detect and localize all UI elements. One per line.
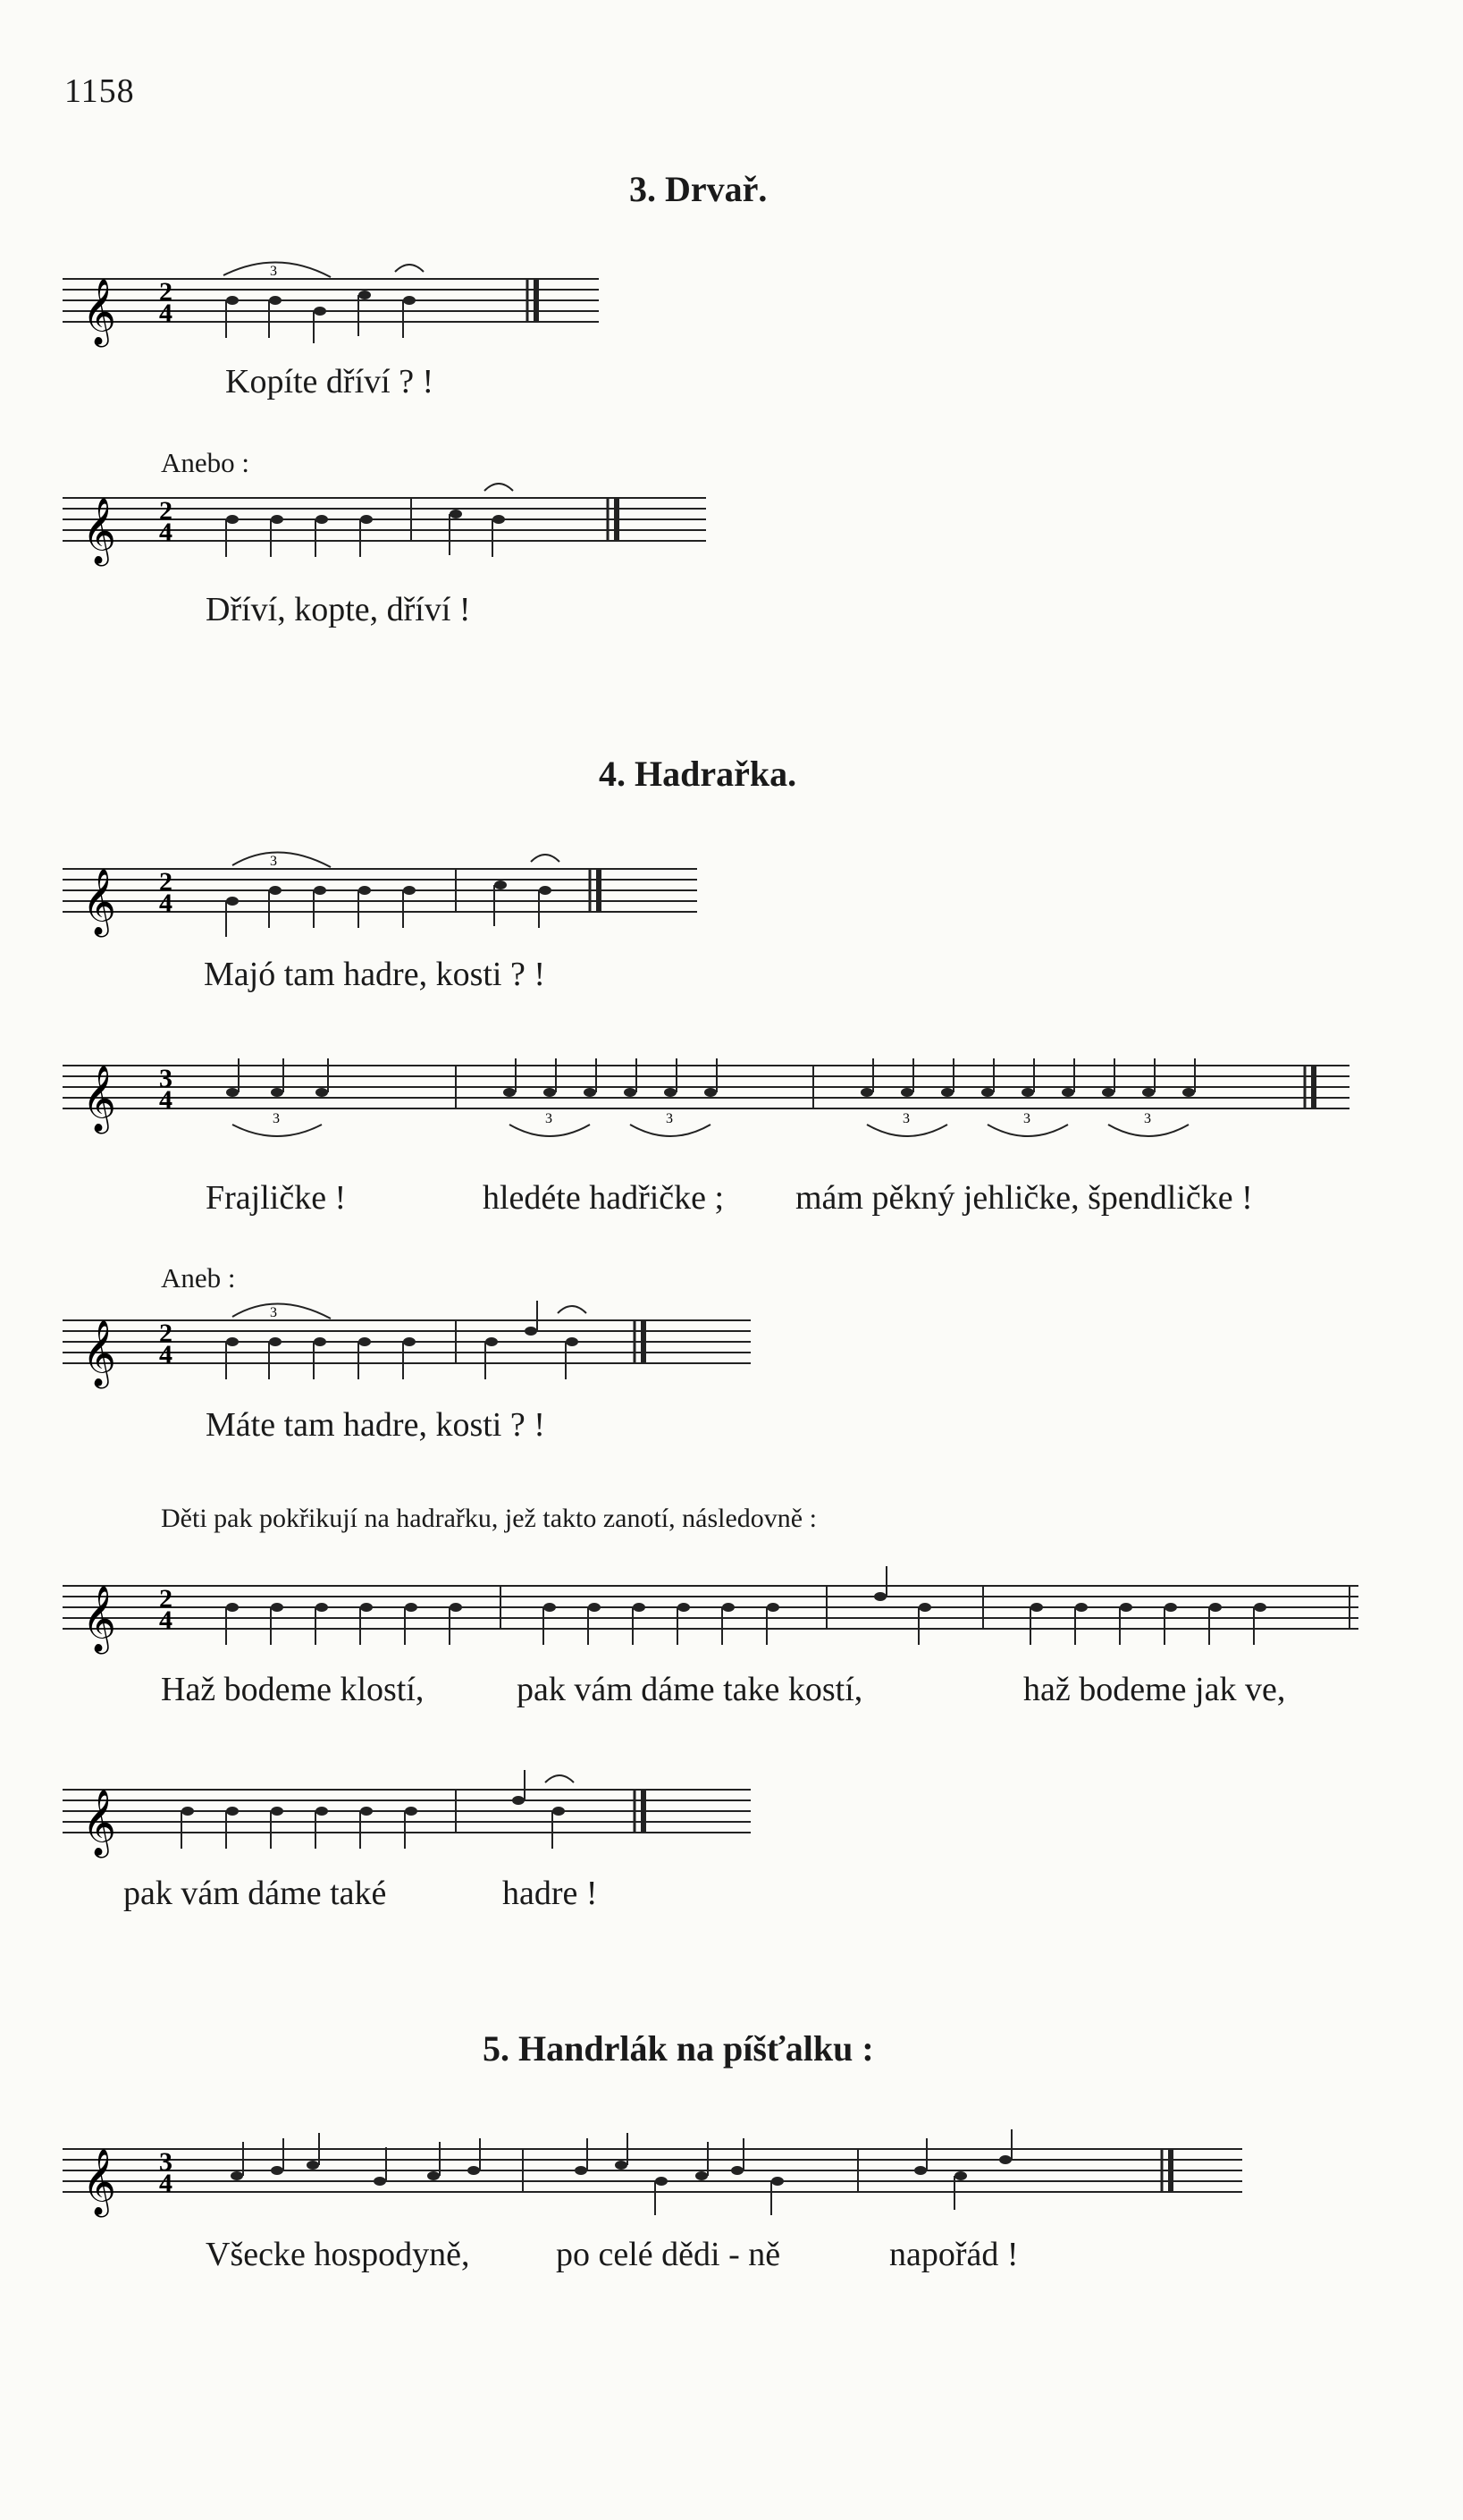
section-heading-handrlak: 5. Handrlák na píšťalku :: [483, 2028, 874, 2069]
svg-text:4: 4: [159, 2169, 172, 2198]
lyric-line: Haž bodeme klostí,: [161, 1671, 425, 1708]
lyric-line: napořád !: [889, 2236, 1019, 2273]
section-heading-hadrarka: 4. Hadrařka.: [599, 754, 797, 794]
music-staff: [63, 487, 715, 603]
lyric-line: po celé dědi - ně: [556, 2236, 781, 2273]
lyric-line: pak vám dáme take kostí,: [517, 1671, 863, 1708]
svg-text:3: 3: [270, 1305, 277, 1320]
svg-text:2: 2: [159, 1584, 172, 1614]
svg-text:2: 2: [159, 496, 172, 526]
section-heading-drvar: 3. Drvař.: [629, 169, 768, 209]
lyric-line: Všecke hospodyně,: [206, 2236, 470, 2273]
lyric-line: pak vám dáme také: [123, 1875, 387, 1912]
treble-clef-icon: 𝄞: [82, 279, 116, 345]
svg-text:3: 3: [903, 1111, 910, 1126]
svg-text:4: 4: [159, 299, 172, 328]
svg-text:4: 4: [159, 1606, 172, 1635]
svg-text:3: 3: [159, 1064, 172, 1093]
svg-text:3: 3: [270, 854, 277, 869]
treble-clef-icon: 𝄞: [82, 1066, 116, 1132]
svg-text:2: 2: [159, 867, 172, 897]
svg-text:2: 2: [159, 1319, 172, 1348]
svg-text:4: 4: [159, 1340, 172, 1370]
svg-text:3: 3: [545, 1111, 552, 1126]
svg-text:3: 3: [666, 1111, 673, 1126]
treble-clef-icon: 𝄞: [82, 1320, 116, 1386]
svg-text:3: 3: [159, 2147, 172, 2177]
lyric-line: Máte tam hadre, kosti ? !: [206, 1406, 545, 1444]
svg-text:2: 2: [159, 277, 172, 307]
treble-clef-icon: 𝄞: [82, 1586, 116, 1652]
lyric-line: mám pěkný jehličke, špendličke !: [795, 1179, 1253, 1217]
lyric-line: hadre !: [502, 1875, 598, 1912]
treble-clef-icon: 𝄞: [82, 869, 116, 935]
svg-text:3: 3: [1023, 1111, 1030, 1126]
svg-text:4: 4: [159, 889, 172, 918]
lyric-line: Frajličke !: [206, 1179, 347, 1217]
treble-clef-icon: 𝄞: [82, 498, 116, 564]
lyric-line: Kopíte dříví ? !: [225, 363, 434, 400]
music-staff: [63, 1055, 1358, 1180]
svg-text:4: 4: [159, 1085, 172, 1115]
lyric-line: haž bodeme jak ve,: [1023, 1671, 1286, 1708]
instruction-text: Děti pak pokřikují na hadrařku, jež takto zanotí, následovně :: [161, 1504, 817, 1533]
treble-clef-icon: 𝄞: [82, 2149, 116, 2215]
svg-text:4: 4: [159, 518, 172, 547]
alternative-label: Aneb :: [161, 1262, 236, 1294]
page-number: 1158: [64, 72, 135, 110]
treble-clef-icon: 𝄞: [82, 1790, 116, 1856]
svg-text:3: 3: [1144, 1111, 1151, 1126]
svg-text:3: 3: [273, 1111, 280, 1126]
lyric-line: Majó tam hadre, kosti ? !: [204, 956, 546, 993]
svg-text:3: 3: [270, 264, 277, 279]
lyric-line: Dříví, kopte, dříví !: [206, 591, 471, 628]
lyric-line: hledéte hadřičke ;: [483, 1179, 725, 1217]
alternative-label: Anebo :: [161, 447, 250, 478]
